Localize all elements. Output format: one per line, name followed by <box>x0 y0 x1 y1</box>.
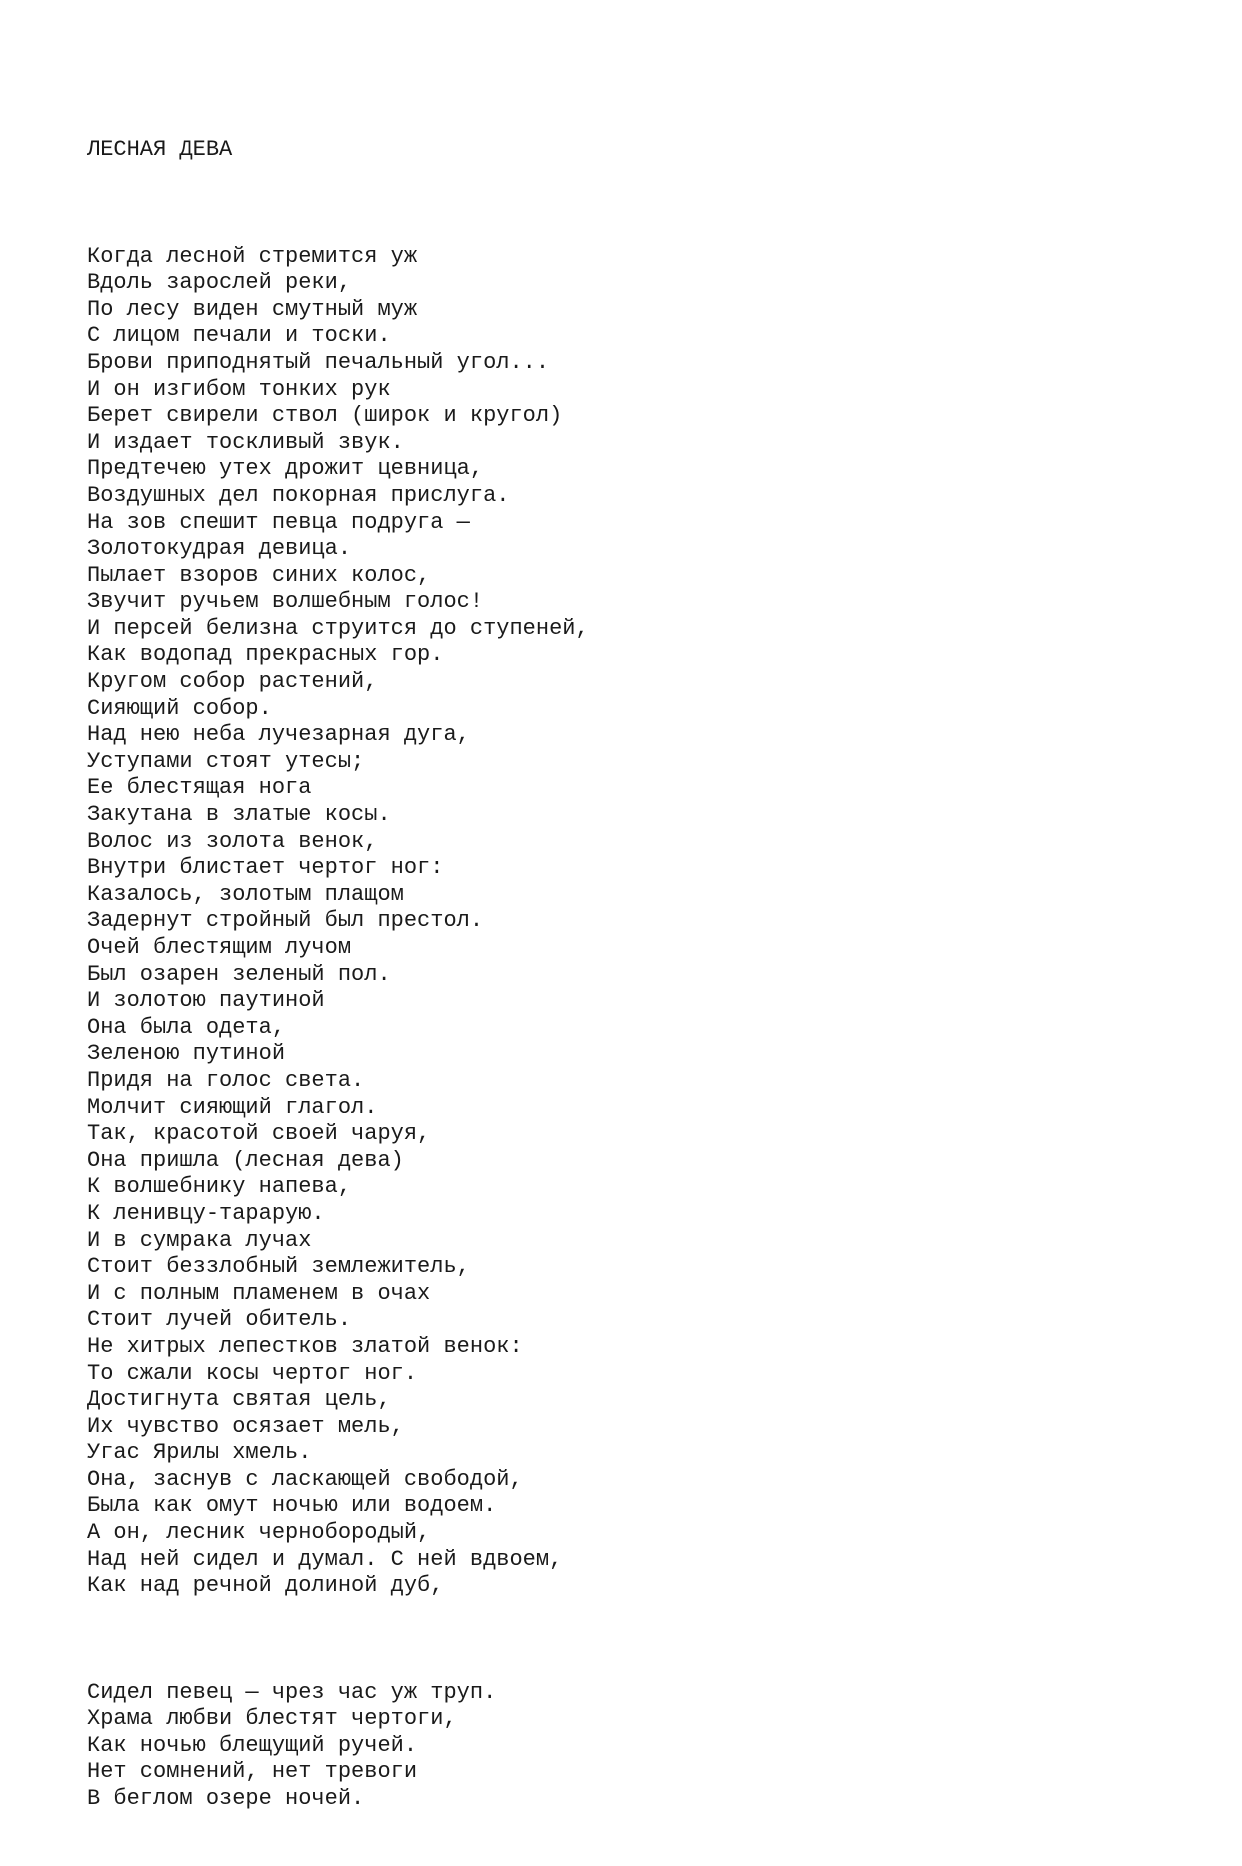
poem-text <box>87 84 589 1866</box>
poem-line: То сжали косы чертог ног. <box>87 1360 418 1386</box>
poem-line: Был озарен зеленый пол. <box>87 961 391 987</box>
poem-line: Она пришла (лесная дева) <box>87 1147 404 1173</box>
poem-line: Сидел певец — чрез час уж труп. <box>87 1679 497 1705</box>
poem-line: Придя на голос света. <box>87 1067 365 1093</box>
poem-line: Звучит ручьем волшебным голос! <box>87 589 484 615</box>
poem-line: Не хитрых лепестков златой венок: <box>87 1333 523 1359</box>
poem-line: На зов спешит певца подруга — <box>87 509 470 535</box>
poem-line: К волшебнику напева, <box>87 1174 352 1200</box>
poem-line: Над ней сидел и думал. С ней вдвоем, <box>87 1546 563 1572</box>
poem-line: Казалось, золотым плащом <box>87 881 404 907</box>
poem-line: Так, красотой своей чаруя, <box>87 1121 431 1147</box>
poem-line: Как ночью блещущий ручей. <box>87 1732 418 1758</box>
poem-line: И он изгибом тонких рук <box>87 376 391 402</box>
poem-line: Как над речной долиной дуб, <box>87 1573 444 1599</box>
poem-line: Задернут стройный был престол. <box>87 908 484 934</box>
poem-line: Пылает взоров синих колос, <box>87 562 431 588</box>
poem-line: Кругом собор растений, <box>87 669 378 695</box>
poem-line: Золотокудрая девица. <box>87 536 352 562</box>
poem-line: Она, заснув с ласкающей свободой, <box>87 1466 523 1492</box>
poem-line: Над нею неба лучезарная дуга, <box>87 722 470 748</box>
poem-line: Внутри блистает чертог ног: <box>87 855 444 881</box>
poem-line: Берет свирели ствол (широк и кругол) <box>87 403 563 429</box>
poem-line: Воздушных дел покорная прислуга. <box>87 482 510 508</box>
poem-stanza-2 <box>87 1680 589 1813</box>
poem-line: Она была одета, <box>87 1014 286 1040</box>
poem-line: Вдоль зарослей реки, <box>87 270 352 296</box>
poem-line: Ее блестящая нога <box>87 775 312 801</box>
poem-line: И персей белизна струится до ступеней, <box>87 615 589 641</box>
poem-line: Достигнута святая цель, <box>87 1387 391 1413</box>
poem-line: И в сумрака лучах <box>87 1227 312 1253</box>
poem-stanza-1 <box>87 244 589 1600</box>
poem-line: Брови приподнятый печальный угол... <box>87 349 550 375</box>
poem-line: Зеленою путиной <box>87 1041 286 1067</box>
poem-line: Сияющий собор. <box>87 695 272 721</box>
poem-line: Молчит сияющий глагол. <box>87 1094 378 1120</box>
poem-line: Стоит беззлобный землежитель, <box>87 1254 470 1280</box>
poem-line: И золотою паутиной <box>87 988 325 1014</box>
poem-line: Их чувство осязает мель, <box>87 1413 404 1439</box>
poem-line: По лесу виден смутный муж <box>87 296 418 322</box>
poem-line: А он, лесник чернобородый, <box>87 1520 431 1546</box>
poem-line: Была как омут ночью или водоем. <box>87 1493 497 1519</box>
poem-line: Предтечею утех дрожит цевница, <box>87 456 484 482</box>
poem-line: К ленивцу-тарарую. <box>87 1200 325 1226</box>
poem-line: Когда лесной стремится уж <box>87 243 418 269</box>
poem-line: С лицом печали и тоски. <box>87 323 391 349</box>
poem-title: ЛЕСНАЯ ДЕВА <box>87 137 233 163</box>
poem-line: Стоит лучей обитель. <box>87 1307 352 1333</box>
poem-line: Нет сомнений, нет тревоги <box>87 1759 418 1785</box>
poem-line: В беглом озере ночей. <box>87 1786 365 1811</box>
poem-line: И издает тоскливый звук. <box>87 429 404 455</box>
poem-line: Волос из золота венок, <box>87 828 378 854</box>
poem-line: Уступами стоят утесы; <box>87 748 365 774</box>
poem-line: Храма любви блестят чертоги, <box>87 1706 457 1732</box>
poem-line: Угас Ярилы хмель. <box>87 1440 312 1466</box>
poem-line: Как водопад прекрасных гор. <box>87 642 444 668</box>
poem-line: Закутана в златые косы. <box>87 802 391 828</box>
poem-line: И с полным пламенем в очах <box>87 1280 431 1306</box>
poem-line: Очей блестящим лучом <box>87 935 352 960</box>
